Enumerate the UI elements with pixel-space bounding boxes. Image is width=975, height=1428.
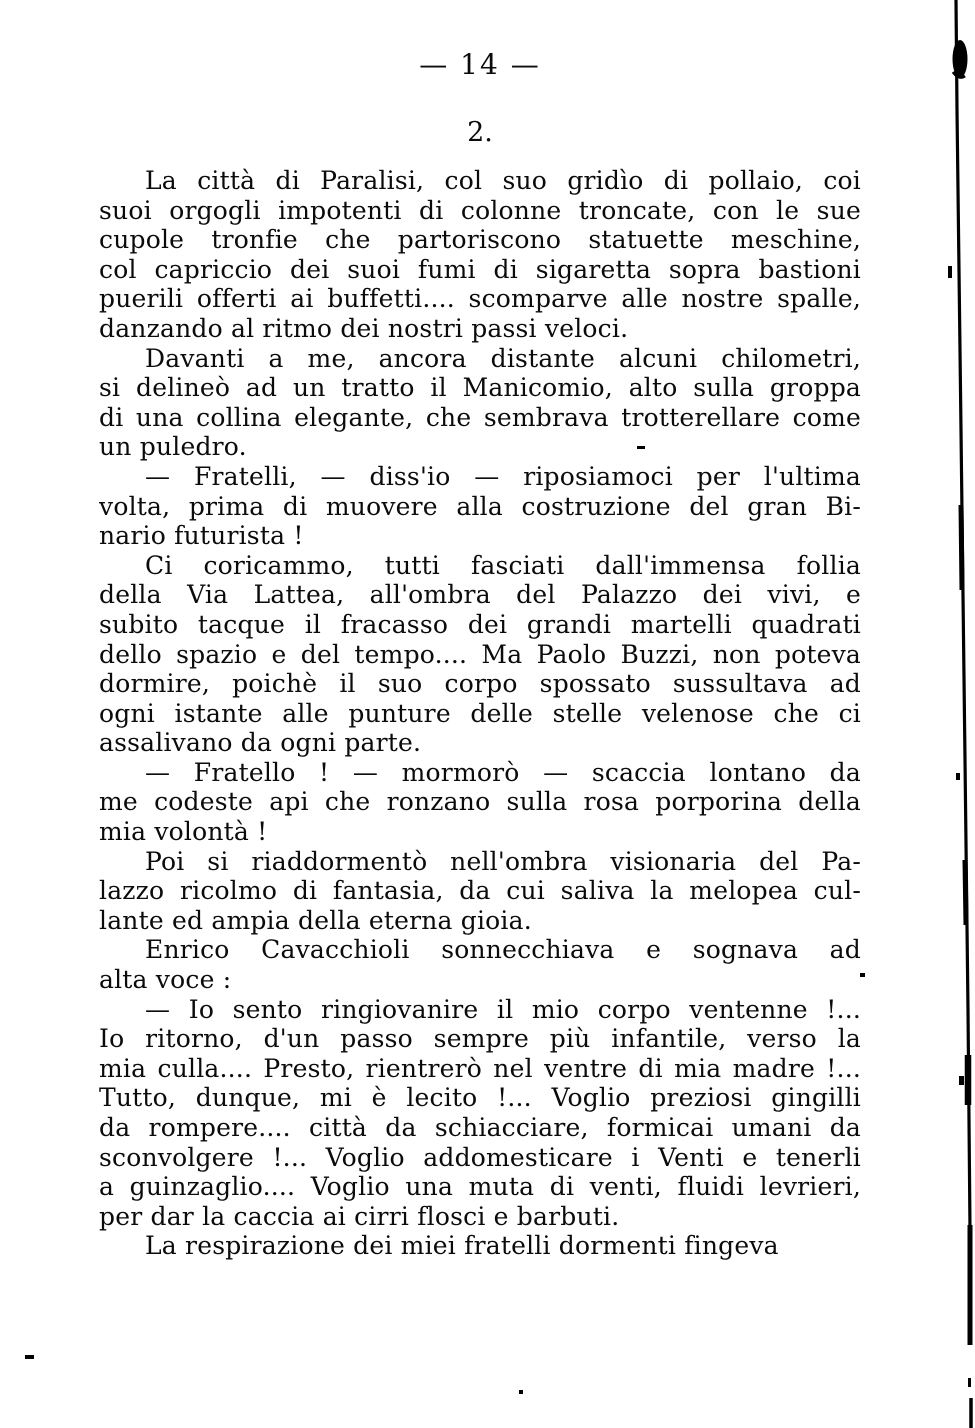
text-line: volta, prima di muovere alla costruzione del gran Bi- [99,491,861,521]
section-number: 2. [467,117,493,148]
text-line: dormire, poichè il suo corpo spossato sussultava ad [99,669,861,699]
scan-edge-thick-1 [961,505,962,590]
text-line: ogni istante alle punture delle stelle velenose che ci [99,698,861,728]
text-line: me codeste api che ronzano sulla rosa porporina della [99,787,861,817]
text-line: Tutto, dunque, mi è lecito !... Voglio preziosi gingilli [99,1083,861,1113]
text-line: puerili offerti ai buffetti.... scomparve alle nostre spalle, [99,284,861,314]
ink-speck [956,773,960,780]
text-line: lante ed ampia della eterna gioia. [99,905,532,935]
text-line: — Io sento ringiovanire il mio corpo ventenne !... [145,994,861,1024]
body-text [99,166,861,1261]
scan-edge-line [956,0,970,1345]
ink-blob-tail [953,72,965,77]
text-line: un puledro. [99,432,247,462]
page-number: — 14 — [419,48,541,81]
text-line: di una collina elegante, che sembrava trotterellare come [99,402,861,432]
text-line: mia culla.... Presto, rientrerò nel ventre di mia madre !... [99,1053,861,1083]
text-line: alta voce : [99,965,232,995]
text-line: suoi orgogli impotenti di colonne troncate, con le sue [99,195,861,225]
text-line: Enrico Cavacchioli sonnecchiava e sognava ad [145,935,861,965]
scan-edge-thick-2 [965,860,966,925]
text-line: assalivano da ogni parte. [99,728,422,758]
text-line: cupole tronfie che partoriscono statuette meschine, [99,225,861,255]
text-line: — Fratello ! — mormorò — scaccia lontano da [145,757,861,787]
scan-edge-tick [968,1378,971,1387]
text-line: sconvolgere !... Voglio addomesticare i Venti e tenerli [99,1142,861,1172]
ink-speck [959,1076,964,1085]
text-line: lazzo ricolmo di fantasia, da cui saliva la melopea cul- [99,876,861,906]
text-line: Ci coricammo, tutti fasciati dall'immensa follia [145,550,861,580]
text-line: col capriccio dei suoi fumi di sigaretta sopra bastioni [99,254,861,284]
text-line: Io ritorno, d'un passo sempre più infantile, verso la [99,1024,861,1054]
ink-speck [948,266,952,278]
text-line: nario futurista ! [99,521,304,551]
text-line: a guinzaglio.... Voglio una muta di venti, fluidi levrieri, [99,1172,861,1202]
text-line: da rompere.... città da schiacciare, formicai umani da [99,1113,861,1142]
text-line: danzando al ritmo dei nostri passi veloci. [99,313,629,343]
ink-blob [953,40,968,78]
ink-speck [519,1390,523,1394]
text-line: Davanti a me, ancora distante alcuni chilometri, [145,343,861,373]
text-line: subito tacque il fracasso dei grandi martelli quadrati [99,609,861,639]
text-line: dello spazio e del tempo.... Ma Paolo Buzzi, non poteva [99,639,861,669]
text-line: La respirazione dei miei fratelli dormenti fingeva [145,1231,779,1261]
ink-speck [25,1355,34,1359]
text-line: — Fratelli, — diss'io — riposiamoci per l'ultima [145,461,861,491]
text-line: Poi si riaddormentò nell'ombra visionaria del Pa- [145,846,861,876]
text-line: La città di Paralisi, col suo gridìo di pollaio, coi [145,166,861,195]
text-line: della Via Lattea, all'ombra del Palazzo dei vivi, e [99,580,861,610]
text-line: mia volontà ! [99,817,268,847]
text-line: per dar la caccia ai cirri flosci e barbuti. [99,1201,620,1231]
text-line: si delineò ad un tratto il Manicomio, alto sulla groppa [99,373,861,403]
